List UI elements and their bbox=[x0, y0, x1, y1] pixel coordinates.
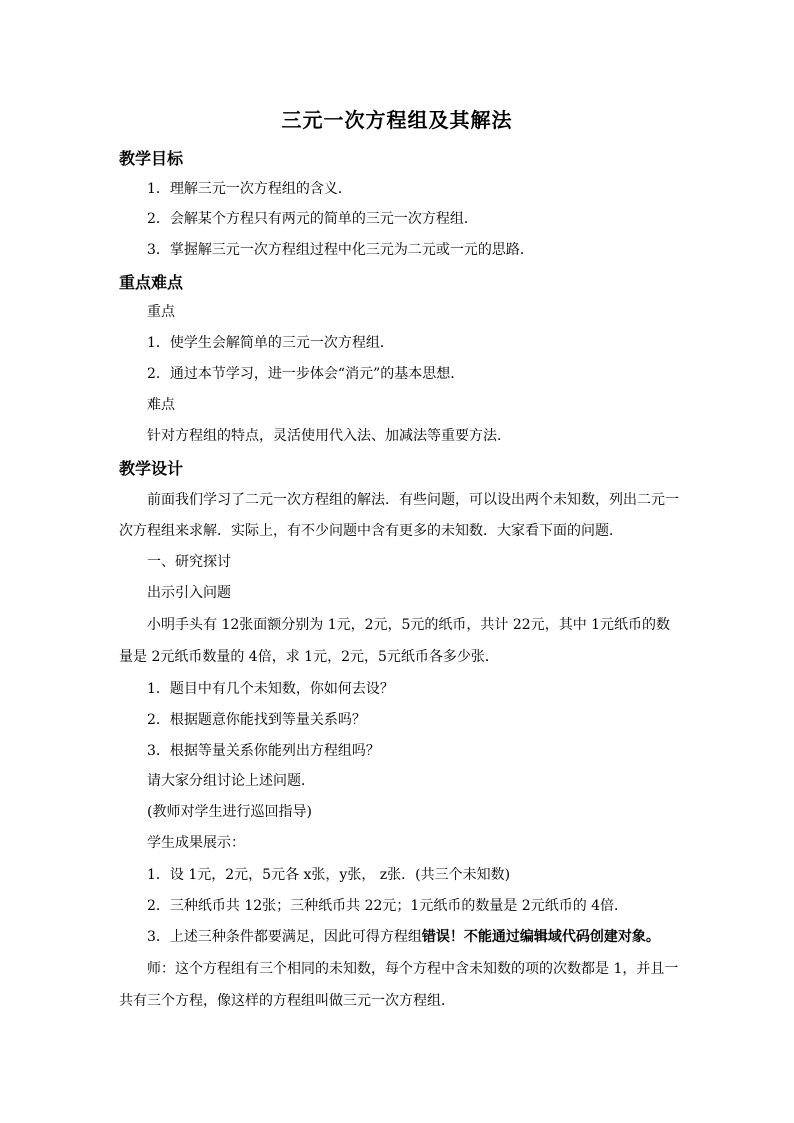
question-item: 3．根据等量关系你能列出方程组吗？ bbox=[147, 743, 380, 759]
teacher-explanation-line: 共有三个方程，像这样的方程组叫做三元一次方程组． bbox=[119, 993, 455, 1009]
key-item: 1．使学生会解简单的三元一次方程组． bbox=[147, 335, 394, 351]
discuss-text: 请大家分组讨论上述问题． bbox=[147, 773, 315, 789]
problem-line: 量是 2元纸币数量的 4倍，求 1元，2元，5元纸币各多少张． bbox=[119, 649, 499, 665]
result-item: 2．三种纸币共 12张；三种纸币共 22元；1元纸币的数量是 2元纸币的 4倍． bbox=[147, 898, 629, 914]
question-item: 2．根据题意你能找到等量关系吗？ bbox=[147, 712, 366, 728]
teacher-note: (教师对学生进行巡回指导) bbox=[147, 804, 312, 820]
show-problem-label: 出示引入问题 bbox=[147, 585, 231, 601]
goal-item: 2．会解某个方程只有两元的简单的三元一次方程组． bbox=[147, 211, 478, 227]
goal-item: 1．理解三元一次方程组的含义． bbox=[147, 181, 352, 197]
teacher-explanation-line: 师：这个方程组有三个相同的未知数，每个方程中含未知数的项的次数都是 1，并且一 bbox=[147, 961, 679, 977]
result-item: 1．设 1元，2元，5元各 x张，y张， z张．(共三个未知数) bbox=[147, 867, 511, 883]
intro-paragraph-line: 次方程组来求解．实际上，有不少问题中含有更多的未知数．大家看下面的问题． bbox=[119, 523, 623, 539]
part-heading: 一、研究探讨 bbox=[147, 554, 231, 570]
results-label: 学生成果展示： bbox=[147, 835, 245, 851]
goals-heading: 教学目标 bbox=[119, 149, 184, 168]
key-points-heading: 重点难点 bbox=[119, 273, 184, 292]
error-message: 错误！不能通过编辑域代码创建对象。 bbox=[421, 929, 660, 945]
goal-item: 3．掌握解三元一次方程组过程中化三元为二元或一元的思路． bbox=[147, 242, 534, 258]
problem-line: 小明手头有 12张面额分别为 1元，2元，5元的纸币，共计 22元，其中 1元纸币的数 bbox=[147, 617, 671, 633]
result-prefix: 3．上述三种条件都要满足，因此可得方程组 bbox=[147, 929, 422, 945]
design-heading: 教学设计 bbox=[119, 459, 184, 478]
difficulty-text: 针对方程组的特点，灵活使用代入法、加减法等重要方法． bbox=[147, 428, 511, 444]
page-title: 三元一次方程组及其解法 bbox=[281, 108, 513, 132]
intro-paragraph-line: 前面我们学习了二元一次方程组的解法．有些问题，可以设出两个未知数，列出二元一 bbox=[147, 492, 679, 508]
question-item: 1．题目中有几个未知数，你如何去设？ bbox=[147, 681, 394, 697]
difficulty-label: 难点 bbox=[147, 397, 175, 413]
result-item bbox=[147, 926, 660, 946]
key-label: 重点 bbox=[147, 304, 175, 320]
key-item: 2．通过本节学习，进一步体会“消元”的基本思想． bbox=[147, 366, 465, 382]
